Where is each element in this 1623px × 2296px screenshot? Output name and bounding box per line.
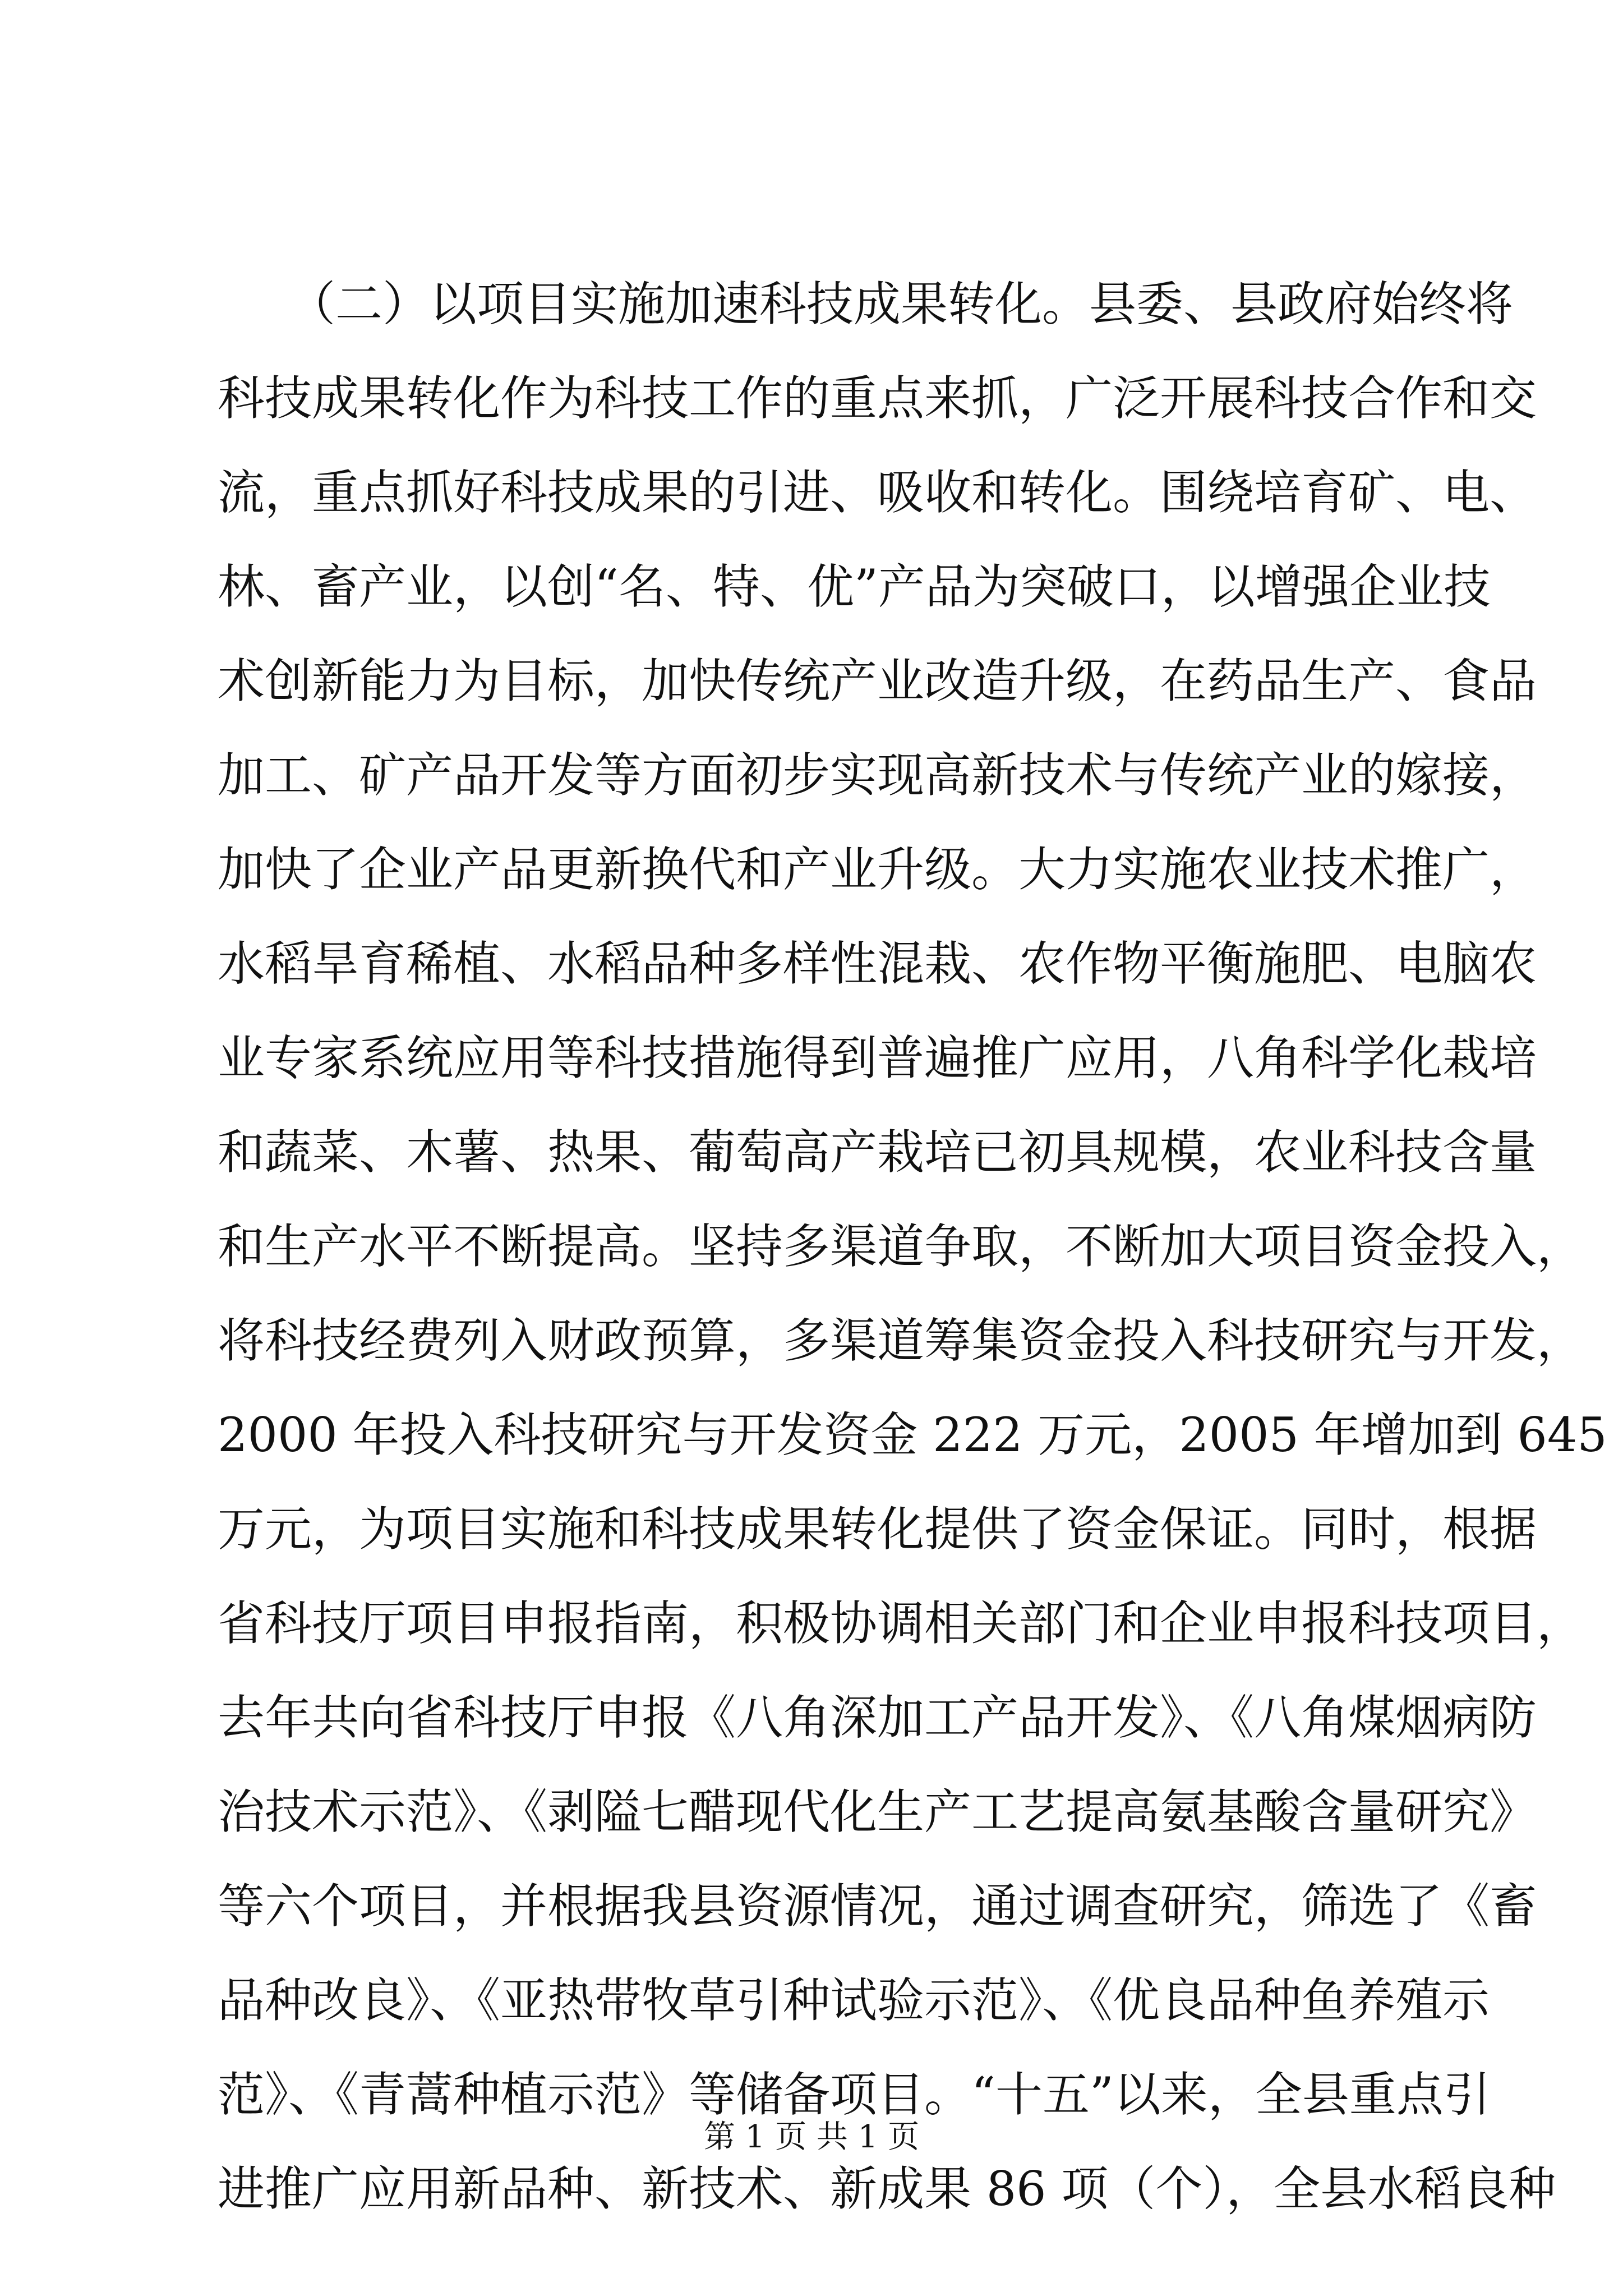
text-line: 林、畜产业，以创“名、特、优”产品为突破口，以增强企业技 [218,559,1491,614]
text-line: 和生产水平不断提高。坚持多渠道争取，不断加大项目资金投入， [218,1219,1584,1274]
body-paragraph [218,257,1607,2236]
text-line: 水稻旱育稀植、水稻品种多样性混栽、农作物平衡施肥、电脑农 [218,936,1537,991]
text-line: 和蔬菜、木薯、热果、葡萄高产栽培已初具规模，农业科技含量 [218,1125,1537,1180]
text-line: 去年共向省科技厅申报《八角深加工产品开发》、《八角煤烟病防 [218,1690,1537,1745]
text-line: 加工、矿产品开发等方面初步实现高新技术与传统产业的嫁接， [218,748,1537,803]
text-line: （二）以项目实施加速科技成果转化。县委、县政府始终将 [218,277,1514,332]
text-line: 2000 年投入科技研究与开发资金 222 万元，2005 年增加到 645 [218,1407,1607,1462]
text-line: 科技成果转化作为科技工作的重点来抓，广泛开展科技合作和交 [218,371,1537,426]
text-line: 业专家系统应用等科技措施得到普遍推广应用，八角科学化栽培 [218,1030,1537,1085]
text-line: 范》、《青蒿种植示范》等储备项目。“十五”以来，全县重点引 [218,2067,1491,2122]
page-number-label: 第 1 页 共 1 页 [703,2119,920,2155]
text-line: 进推广应用新品种、新技术、新成果 86 项（个），全县水稻良种 [218,2161,1556,2216]
text-line: 治技术示范》、《剥隘七醋现代化生产工艺提高氨基酸含量研究》 [218,1784,1537,1839]
text-line: 品种改良》、《亚热带牧草引种试验示范》、《优良品种鱼养殖示 [218,1973,1490,2028]
text-line: 术创新能力为目标，加快传统产业改造升级，在药品生产、食品 [218,654,1537,708]
text-line: 流，重点抓好科技成果的引进、吸收和转化。围绕培育矿、电、 [218,465,1537,520]
text-line: 将科技经费列入财政预算，多渠道筹集资金投入科技研究与开发， [218,1313,1584,1368]
text-line: 省科技厅项目申报指南，积极协调相关部门和企业申报科技项目， [218,1596,1584,1651]
page-footer [0,2115,1623,2160]
text-line: 加快了企业产品更新换代和产业升级。大力实施农业技术推广， [218,842,1537,897]
text-line: 等六个项目，并根据我县资源情况，通过调查研究，筛选了《畜 [218,1879,1537,1934]
text-line: 万元，为项目实施和科技成果转化提供了资金保证。同时，根据 [218,1502,1537,1557]
